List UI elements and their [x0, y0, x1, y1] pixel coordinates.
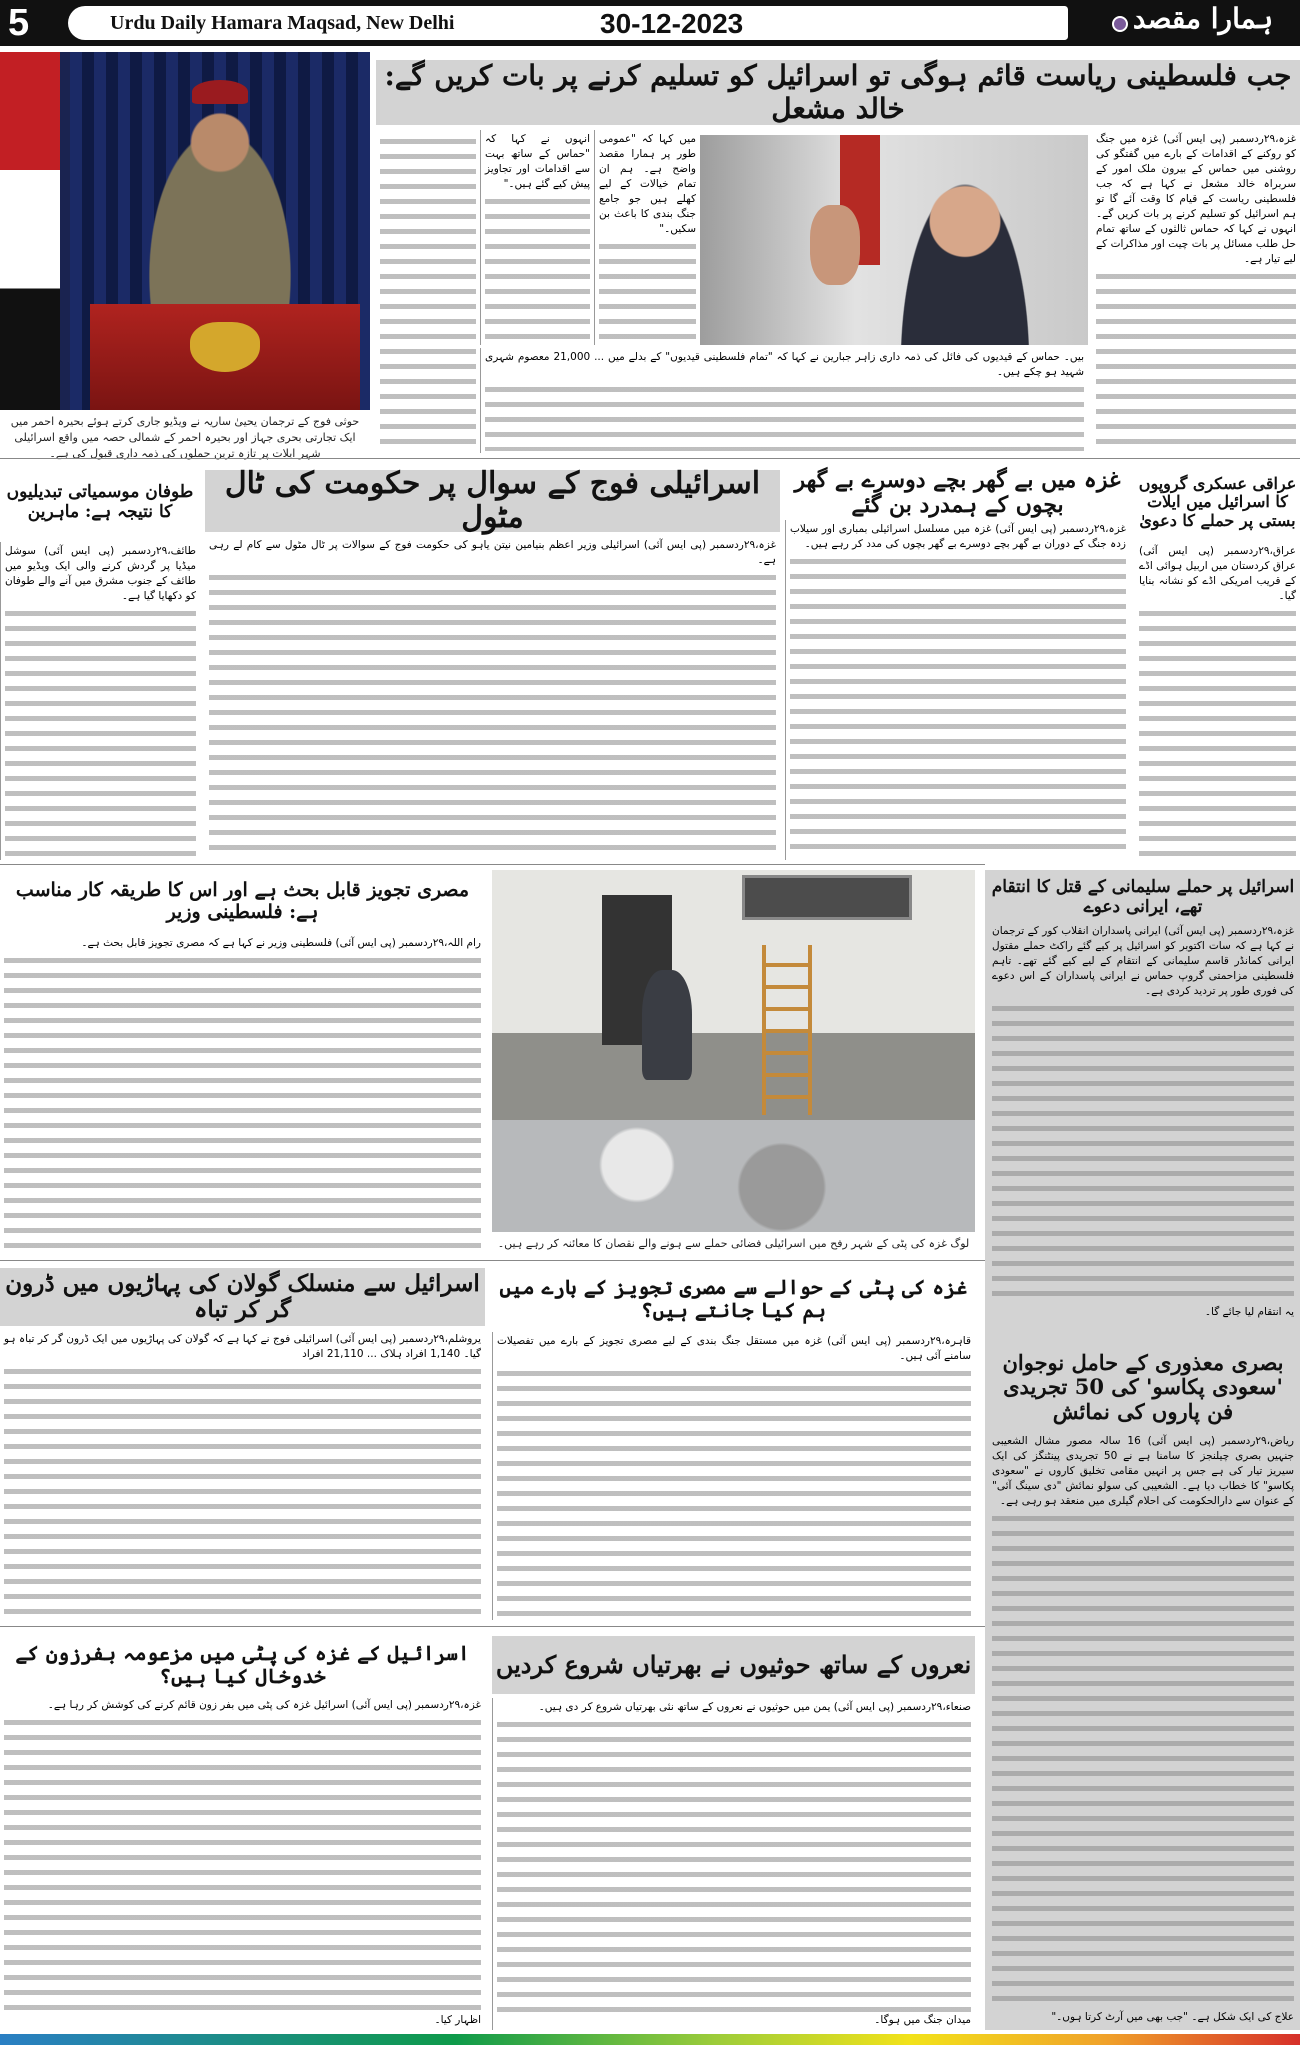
article-text: رام اللہ،۲۹ردسمبر (پی ایس آئی) فلسطینی وزیر نے کہا ہے کہ مصری تجویز قابل بحث ہے۔ [81, 937, 481, 949]
photo-caption: لوگ غزہ کی پٹی کے شہر رفح میں اسرائیلی فضائی حملے سے ہونے والے نقصان کا معائنہ کر رہے ہیں۔ [497, 1237, 970, 1250]
photo-caption: حوثی فوج کے ترجمان یحییٰ ساریہ نے ویڈیو جاری کرتے ہوئے بحیرہ احمر میں ایک تجارتی بحری جہاز اور بحیرہ احمر کے شمالی حصہ میں واقع اسرائیلی شہر ایلات پر تازہ ترین حملوں کی ذمہ داری قبول کی ہے۔ [10, 415, 360, 460]
footer-color-bar [0, 2034, 1300, 2045]
article-text: اظہار کیا۔ [434, 2014, 481, 2026]
flag [0, 52, 60, 410]
article-golan [0, 1330, 485, 1620]
article-text: غزہ،۲۹ردسمبر (پی ایس آئی) غزہ میں جنگ کو روکنے کے اقدامات کے بارے میں گفتگو کی روشنی میں حماس کے بیرون ملک امور کے سربراہ خالد مشعل نے کہا ہے کہ جب فلسطینی ریاست کے قیام کا وقت آئے گا تو ہم اسرائیل کو تسلیم کرنے پر بات کریں گے۔ انہوں نے کہا کہ حماس ثالثوں کے ساتھ تمام حل طلب مسائل پر بات چیت اور مذاکرات کے لیے تیار ہے۔ [1096, 133, 1296, 265]
article-text: غزہ،۲۹ردسمبر (پی ایس آئی) اسرائیل غزہ کی پٹی میں بفر زون قائم کرنے کی کوشش کر رہا ہے۔ [47, 1699, 481, 1711]
article-mashal-bottom [480, 348, 1088, 453]
person [890, 155, 1040, 345]
headline-iraq: عراقی عسکری گروپوں کا اسرائیل میں ایلات بستی پر حملے کا دعویٰ [1138, 473, 1297, 530]
article-text: ریاض،۲۹ردسمبر (پی ایس آئی) 16 سالہ مصور مشال الشعیبی جنہیں بصری چیلنجز کا سامنا ہے نے 50 تجریدی پینٹنگز کی ایک سیریز تیار کی ہے جس پر انہیں مقامی تخلیق کاروں نے "سعودی پکاسو" کا خطاب دیا ہے۔ الشعیبی کی سولو نمائش "دی سینگ آئی" کے عنوان سے دارالحکومت کی احلام گیلری میں منعقد ہو رہی ہے۔ [992, 1435, 1294, 1507]
masthead [0, 0, 1300, 46]
article-mashal-col0 [376, 130, 480, 455]
article-israeli-army [205, 536, 780, 860]
divider [0, 1260, 985, 1261]
article-mashal-col2 [594, 130, 700, 345]
headline-bisri: بصری معذوری کے حامل نوجوان 'سعودی پکاسو' کی 50 تجریدی فن پاروں کی نمائش [1002, 1350, 1284, 1424]
photo-houthi-spokesman [0, 52, 370, 410]
page-number: 5 [8, 2, 30, 44]
divider [0, 864, 985, 865]
window [742, 875, 912, 920]
article-buffer-zone [0, 1696, 485, 2030]
article-text: غزہ،۲۹ردسمبر (پی ایس آئی) اسرائیلی وزیر اعظم بنیامین نیتن یاہو کی حکومت فوج کے سوالات پر ٹال مٹول سے کام لے رہی ہے۔ [209, 539, 776, 566]
photo-khalid-mashal [700, 135, 1088, 345]
divider [0, 1626, 985, 1627]
person [130, 92, 310, 322]
headline-mashal: جب فلسطینی ریاست قائم ہوگی تو اسرائیل کو تسلیم کرنے پر بات کریں گے: خالد مشعل [376, 60, 1300, 125]
article-text: میدان جنگ میں ہوگا۔ [874, 2014, 971, 2026]
divider [0, 458, 1300, 459]
headline-egypt-minister: مصری تجویز قابل بحث ہے اور اس کا طریقہ کار مناسب ہے: فلسطینی وزیر [15, 879, 470, 923]
hand [810, 205, 860, 285]
article-climate [0, 542, 200, 860]
article-text: علاج کی ایک شکل ہے۔ "جب بھی میں آرٹ کرتا ہوں۔" [1051, 2011, 1294, 2023]
article-houthi [492, 1698, 975, 2030]
article-mashal-col3 [480, 130, 594, 345]
article-egypt-minister [0, 934, 485, 1256]
headline-gaza-kids: غزہ میں بے گھر بچے دوسرے بے گھر بچوں کے ہمدرد بن گئے [794, 466, 1121, 518]
article-text: عراق،۲۹ردسمبر (پی ایس آئی) عراق کردستان میں اربیل ہوائی اڈے کے قریب امریکی اڈے کو نشانہ بنایا گیا۔ [1139, 545, 1296, 602]
headline-gaza-proposal: غزہ کی پٹی کے حوالے سے مصری تجویز کے بارے میں ہم کیا جانتے ہیں؟ [499, 1275, 968, 1322]
logo-emblem [1112, 16, 1128, 32]
article-text: طائف،۲۹ردسمبر (پی ایس آئی) سوشل میڈیا پر گردش کرنے والی ایک ویڈیو میں طائف کے جنوب مشرق میں آنے والے طوفان کو دکھایا گیا ہے۔ [5, 545, 196, 602]
article-text: میں کہا کہ "عمومی طور پر ہمارا مقصد واضح ہے۔ ہم ان تمام خیالات کے لیے کھلے ہیں جو جامع جنگ بندی کا باعث بن سکیں۔" [599, 133, 696, 235]
article-bisri [988, 1432, 1298, 2027]
person [642, 970, 692, 1080]
headline-houthi: نعروں کے ساتھ حوثیوں نے بھرتیاں شروع کردیں [492, 1636, 975, 1694]
paper-name: Urdu Daily Hamara Maqsad, New Delhi [110, 12, 455, 34]
headline-climate: طوفان موسمیاتی تبدیلیوں کا نتیجہ ہے: ماہرین [6, 481, 194, 522]
article-gaza-proposal [492, 1332, 975, 1620]
photo-rafah-damage [492, 870, 975, 1232]
logo-text: ہمارا مقصد [1132, 2, 1274, 35]
headline-buffer-zone: اسرائیل کے غزہ کی پٹی میں مزعومہ بفرزون کے خدوخال کیا ہیں؟ [15, 1641, 470, 1688]
article-text: صنعاء،۲۹ردسمبر (پی ایس آئی) یمن میں حوثیوں نے نعروں کے ساتھ نئی بھرتیاں شروع کر دی ہیں۔ [538, 1701, 971, 1713]
article-text: غزہ،۲۹ردسمبر (پی ایس آئی) غزہ میں مسلسل اسرائیلی بمباری اور سیلاب زدہ جنگ کے دوران بے گھر بچے دوسرے بے گھر بچوں کی مدد کر رہے ہیں۔ [790, 523, 1126, 550]
article-mashal-col1 [1092, 130, 1300, 455]
ladder [762, 945, 812, 1115]
rubble [492, 1120, 975, 1232]
issue-date: 30-12-2023 [600, 8, 744, 39]
logo [1090, 2, 1295, 42]
beret [192, 80, 248, 104]
article-text: یہ انتقام لیا جائے گا۔ [1204, 1306, 1294, 1318]
article-text: یروشلم،۲۹ردسمبر (پی ایس آئی) اسرائیلی فوج نے کہا ہے کہ گولان کی پہاڑیوں میں ایک ڈرون گر کر تباہ ہو گیا۔ 1,140 افراد ہلاک ... 21,110 افراد [4, 1333, 481, 1360]
article-soleimani [988, 922, 1298, 1322]
emblem-icon [190, 322, 260, 372]
article-iraq [1135, 542, 1300, 860]
headline-israeli-army: اسرائیلی فوج کے سوال پر حکومت کی ٹال مٹول [205, 470, 780, 532]
article-text: قاہرہ،۲۹ردسمبر (پی ایس آئی) غزہ میں مستقل جنگ بندی کے لیے مصری تجویز کے بارے میں تفصیلات سامنے آئی ہیں۔ [497, 1335, 971, 1362]
article-gaza-kids [785, 520, 1130, 860]
headline-golan: اسرائیل سے منسلک گولان کی پہاڑیوں میں ڈرون گر کر تباہ [0, 1268, 485, 1326]
podium [90, 304, 360, 410]
article-text: انہوں نے کہا کہ "حماس کے ساتھ بہت سے اقدامات اور تجاویز پیش کیے گئے ہیں۔" [485, 133, 590, 190]
headline-soleimani: اسرائیل پر حملے سلیمانی کے قتل کا انتقام تھے، ایرانی دعوے [991, 876, 1295, 917]
article-text: بیں۔ حماس کے قیدیوں کی فائل کی ذمہ داری زاہر جبارین نے کہا کہ "تمام فلسطینی قیدیوں" کے بدلے میں ... 21,000 معصوم شہری شہید ہو چکے ہیں۔ [485, 351, 1084, 378]
article-text: غزہ،۲۹ردسمبر (پی ایس آئی) ایرانی پاسداران انقلاب کور کے ترجمان نے کہا ہے کہ سات اکتوبر کو اسرائیل پر کیے گئے راکٹ حملے مقتول ایرانی کمانڈر قاسم سلیمانی کے انتقام کے لیے کیے گئے تھے۔ تاہم فلسطینی مزاحمتی گروپ حماس نے ایرانی پاسداران کے اس دعوے کی فوری طور پر تردید کردی ہے۔ [992, 925, 1294, 997]
